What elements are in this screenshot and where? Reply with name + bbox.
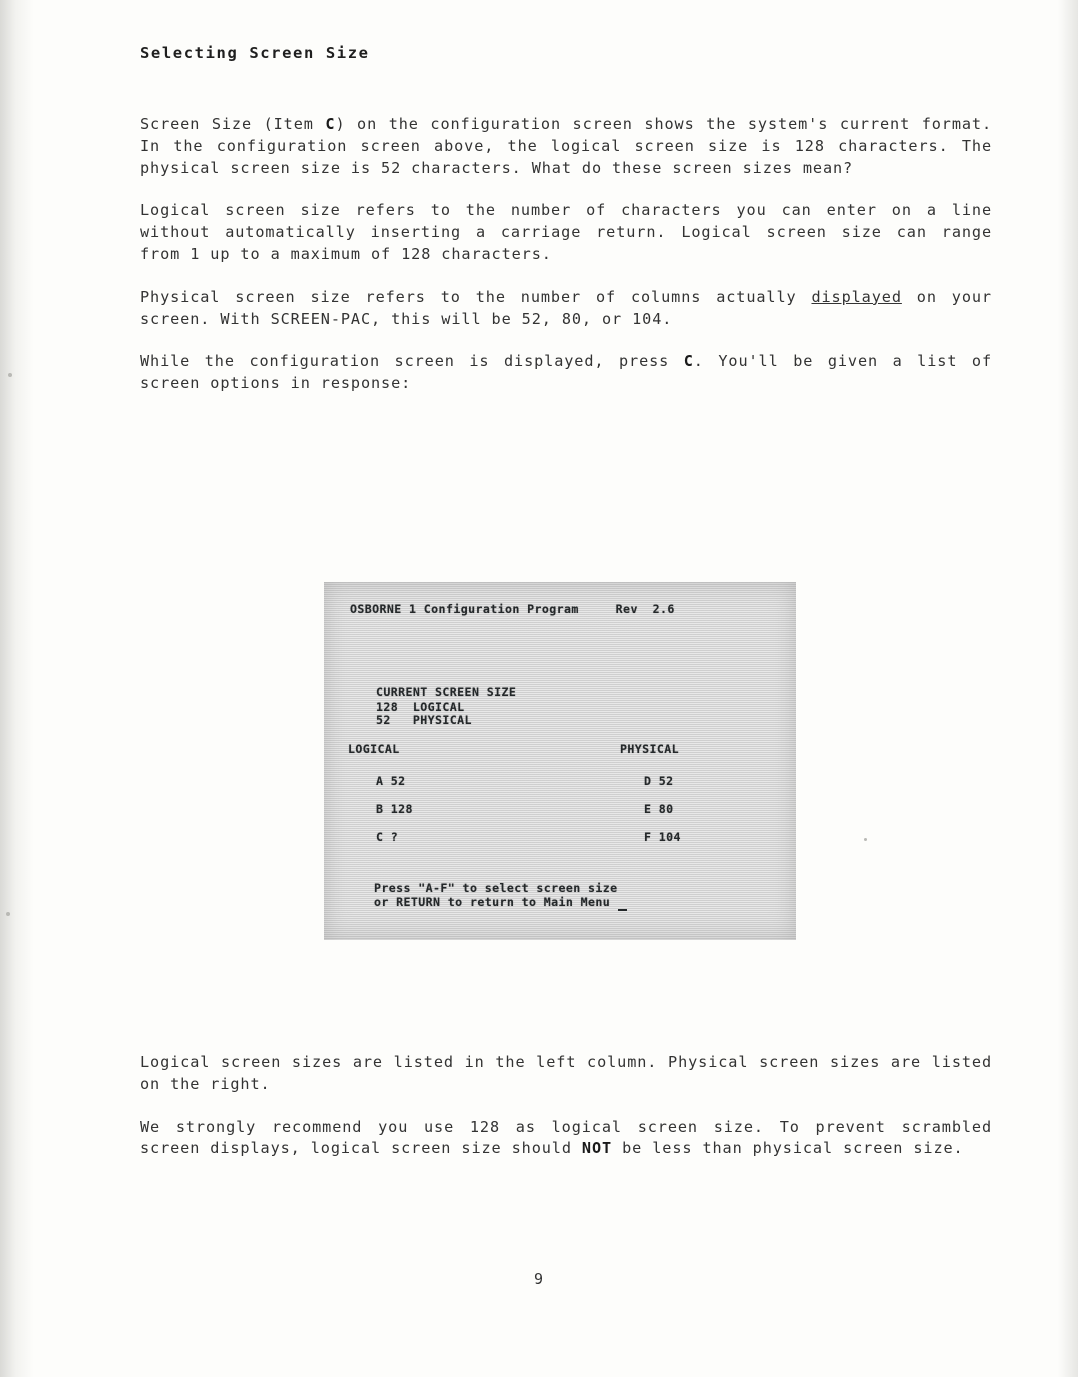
paragraph-6-emphasis: NOT <box>581 1139 613 1158</box>
scan-speck <box>864 838 867 841</box>
paragraph-5: Logical screen sizes are listed in the left column. Physical screen sizes are listed on the right. <box>140 1053 992 1093</box>
paragraph-3-part-c: on your screen. With SCREEN-PAC, this will be 52, 80, or 104. <box>140 287 992 328</box>
crt-option-e-key: E <box>644 802 652 816</box>
paragraph-4-part-a: While the configuration screen is displayed, press <box>140 352 684 371</box>
crt-option-b[interactable] <box>376 802 413 816</box>
paragraph-3-part-a: Physical screen size refers to the number of columns actually <box>140 287 812 306</box>
crt-current-screen-size-title: CURRENT SCREEN SIZE <box>376 685 517 699</box>
crt-option-b-value: 128 <box>390 802 413 816</box>
crt-cursor <box>618 895 627 911</box>
page-title: Selecting Screen Size <box>140 44 370 62</box>
paragraph-4-key-letter: C <box>683 352 694 371</box>
crt-screen <box>324 582 796 940</box>
crt-option-a-key: A <box>376 774 384 788</box>
crt-physical-column-header: PHYSICAL <box>620 742 680 756</box>
crt-option-e-value: 80 <box>658 802 674 816</box>
paragraph-6 <box>140 1117 992 1161</box>
crt-option-e[interactable] <box>644 802 674 816</box>
crt-option-d[interactable] <box>644 774 674 788</box>
paragraph-3 <box>140 287 992 331</box>
crt-option-d-value: 52 <box>658 774 674 788</box>
crt-option-b-key: B <box>376 802 384 816</box>
crt-header: OSBORNE 1 Configuration Program Rev 2.6 <box>350 602 675 616</box>
crt-current-physical: 52 PHYSICAL <box>376 713 472 727</box>
paragraph-1 <box>140 114 992 179</box>
paragraph-4 <box>140 351 992 395</box>
crt-option-a-value: 52 <box>390 774 406 788</box>
crt-screenshot-figure <box>324 582 796 940</box>
crt-option-d-key: D <box>644 774 652 788</box>
document-body <box>140 44 992 416</box>
paragraph-2: Logical screen size refers to the number of characters you can enter on a line without automatically inserting a carriage return. Logical screen size can range from 1 up to a maximum of 128 characters. <box>140 201 992 263</box>
paragraph-6-part-c: be less than physical screen size. <box>612 1139 964 1158</box>
paragraph-1-part-a: Screen Size (Item <box>140 115 326 133</box>
paragraph-1-item-letter: C <box>325 115 336 133</box>
paragraph-1-part-c: ) on the configuration screen shows the system's current format. In the configuration screen above, the logical screen size is 128 characters. The physical screen size is 52 characters. What do these screen sizes mean? <box>140 115 992 177</box>
crt-current-logical: 128 LOGICAL <box>376 700 465 714</box>
crt-option-c-key: C <box>376 830 384 844</box>
crt-option-a[interactable] <box>376 774 406 788</box>
crt-option-c[interactable] <box>376 830 398 844</box>
paragraph-4-part-c: . You'll be given a list of screen options in response: <box>140 352 992 393</box>
paragraph-3-underlined-word: displayed <box>811 287 902 306</box>
crt-option-c-value: ? <box>390 830 399 844</box>
crt-footer-return-text: or RETURN to return to Main Menu <box>374 895 618 909</box>
scan-speck <box>8 373 12 377</box>
crt-option-f-value: 104 <box>658 830 681 844</box>
paragraph-6-part-a: We strongly recommend you use 128 as logical screen size. To prevent scrambled screen displays, logical screen size should <box>140 1117 992 1158</box>
crt-footer-prompt: Press "A-F" to select screen size <box>374 881 618 895</box>
crt-option-f-key: F <box>644 830 652 844</box>
crt-logical-column-header: LOGICAL <box>348 742 400 756</box>
crt-footer-return <box>374 895 627 911</box>
page-number: 9 <box>533 1270 545 1288</box>
scan-speck <box>1062 663 1066 667</box>
crt-option-f[interactable] <box>644 830 681 844</box>
scan-speck <box>6 912 10 916</box>
document-body-lower <box>140 1052 992 1181</box>
